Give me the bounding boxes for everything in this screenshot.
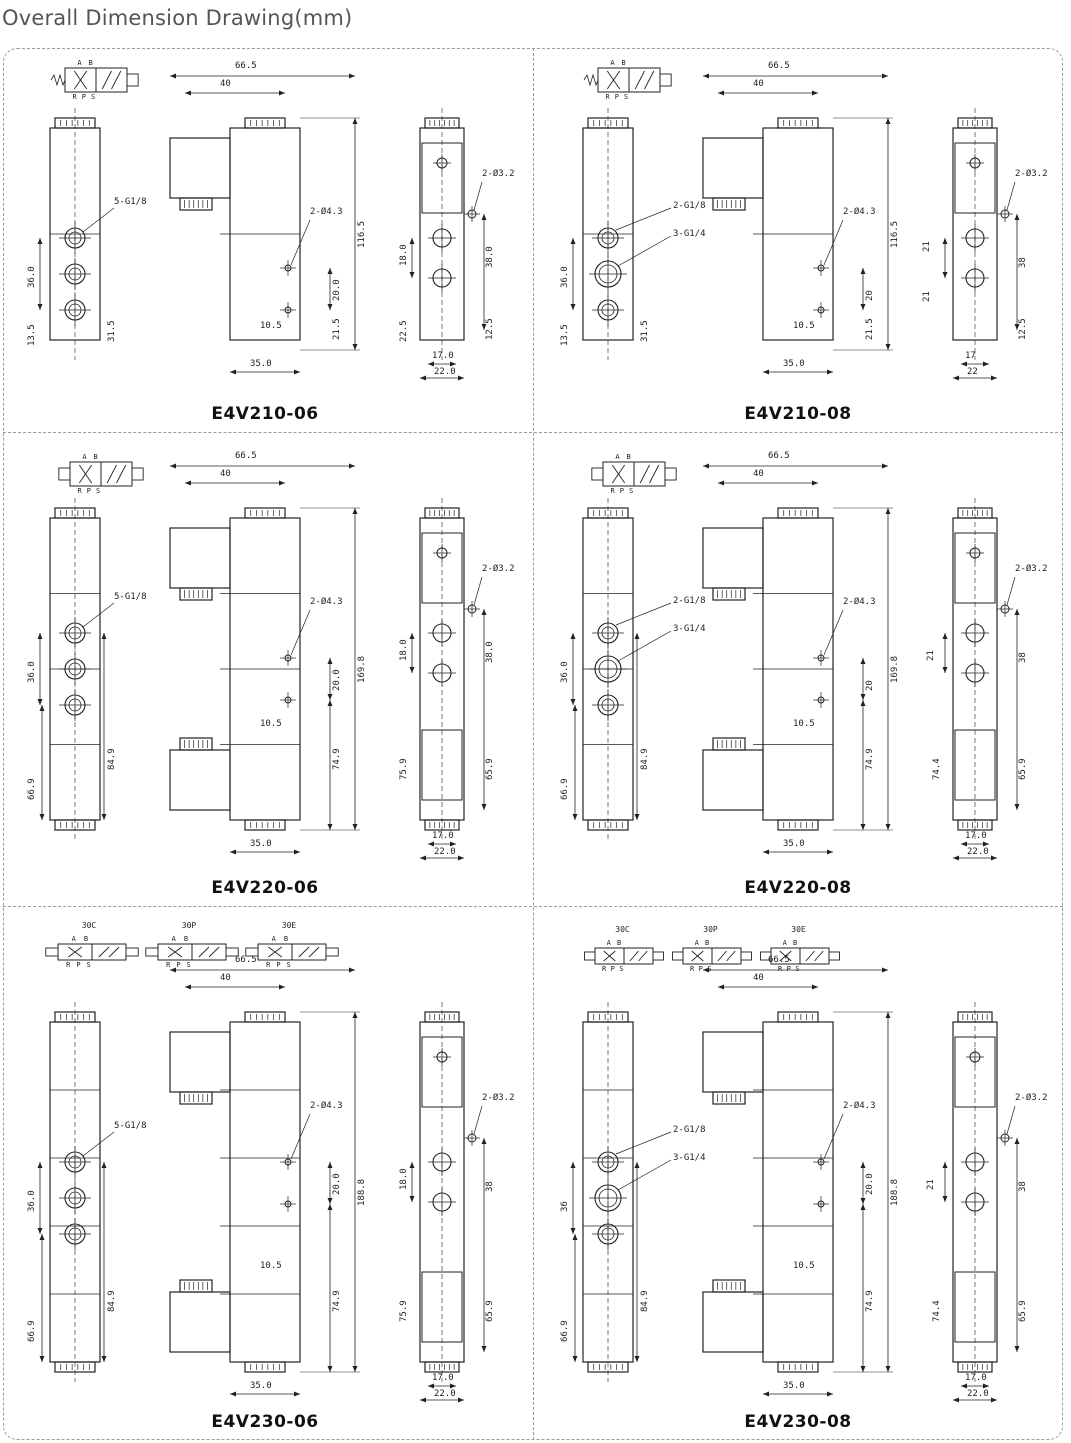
dim-overall-height: 169.8 (357, 655, 367, 683)
valve-symbol-port-s: S (624, 93, 629, 101)
dim-right-21b: 21 (922, 291, 932, 302)
model-label: E4V210-08 (744, 404, 852, 424)
dim-port-right: 31.5 (107, 320, 117, 342)
hole-callout-43: 2-Ø4.3 (310, 597, 343, 607)
dim-right-38: 38 (1018, 257, 1028, 268)
symbol-1-port-p: P (698, 965, 703, 973)
dim-right-125: 12.5 (1018, 318, 1028, 340)
dim-hole-bottom: 21.5 (865, 318, 875, 340)
valve-symbol-port-s: S (91, 93, 96, 101)
hole-callout-32: 2-Ø3.2 (1015, 564, 1048, 574)
dim-right-17: 17.0 (965, 831, 987, 841)
drawing-svg (533, 906, 1063, 1440)
valve-symbol-port-a: A (77, 59, 82, 67)
symbol-2-port-a: A (782, 939, 787, 947)
dim-overall-height: 169.8 (890, 655, 900, 683)
dim-bottom-105: 10.5 (260, 1261, 282, 1271)
symbol-1-port-b: B (183, 935, 189, 943)
dim-right-125: 12.5 (485, 318, 495, 340)
valve-symbol-port-s: S (96, 487, 101, 495)
dim-hole-pitch: 20.0 (332, 669, 342, 691)
dim-right-659: 65.9 (485, 1300, 495, 1322)
dim-right-18: 18.0 (399, 244, 409, 266)
dim-right-22: 22 (967, 367, 978, 377)
symbol-0-port-b: B (617, 939, 622, 947)
hole-callout-43: 2-Ø4.3 (310, 1101, 343, 1111)
dim-right-38: 38 (485, 1181, 495, 1192)
dim-port-right: 31.5 (640, 320, 650, 342)
hole-callout-32: 2-Ø3.2 (482, 564, 515, 574)
valve-symbol-port-b: B (93, 453, 98, 461)
dim-right-lower: 84.9 (640, 1290, 650, 1312)
port-callout-g18: 2-G1/8 (673, 201, 706, 211)
dim-bottom-105: 10.5 (260, 719, 282, 729)
port-callout-g14: 3-G1/4 (673, 1153, 706, 1163)
dim-right-21: 21 (926, 650, 936, 661)
dim-left-lower: 66.9 (27, 1320, 37, 1342)
valve-symbol-port-a: A (615, 453, 620, 461)
dim-width-40: 40 (753, 469, 764, 479)
valve-symbol-port-b: B (88, 59, 93, 67)
dim-bottom-35: 35.0 (250, 359, 272, 369)
valve-symbol-port-p: P (619, 487, 624, 495)
dim-port-pitch: 36.0 (27, 661, 37, 683)
valve-symbol-port-r: R (72, 93, 77, 101)
hole-callout-43: 2-Ø4.3 (843, 597, 876, 607)
drawing-panel (0, 48, 530, 432)
drawing-panel (0, 906, 530, 1440)
dim-bottom-105: 10.5 (793, 719, 815, 729)
dim-left-lower: 66.9 (560, 778, 570, 800)
dim-right-17: 17.0 (432, 831, 454, 841)
symbol-2-port-b: B (793, 939, 798, 947)
dim-hole-pitch: 20.0 (332, 1173, 342, 1195)
dim-width-40: 40 (220, 469, 231, 479)
dim-right-22: 22.0 (434, 847, 456, 857)
symbol-2-port-s: S (286, 961, 291, 969)
dim-right-lower: 84.9 (107, 748, 117, 770)
hole-callout-32: 2-Ø3.2 (1015, 169, 1048, 179)
valve-symbol-port-p: P (81, 93, 86, 101)
dim-right-lower: 75.9 (399, 1300, 409, 1322)
symbol-label-1: 30P (181, 921, 197, 930)
dim-width-40: 40 (220, 79, 231, 89)
port-callout-g18: 5-G1/8 (114, 197, 147, 207)
symbol-1-port-r: R (689, 965, 695, 973)
hole-callout-43: 2-Ø4.3 (843, 207, 876, 217)
hole-callout-32: 2-Ø3.2 (482, 169, 515, 179)
valve-symbol-port-r: R (610, 487, 615, 495)
symbol-1-port-s: S (707, 965, 712, 973)
dim-right-21: 21 (926, 1179, 936, 1190)
drawing-panel (533, 48, 1063, 432)
dim-overall-height: 188.8 (357, 1178, 367, 1206)
dim-right-lower: 84.9 (107, 1290, 117, 1312)
dim-right-17: 17.0 (965, 1373, 987, 1383)
symbol-2-port-p: P (276, 961, 281, 969)
dim-overall-height: 188.8 (890, 1178, 900, 1206)
dim-overall-height: 116.5 (357, 220, 367, 248)
model-label: E4V230-08 (744, 1412, 852, 1432)
dim-width-665: 66.5 (768, 61, 790, 71)
symbol-1-port-s: S (186, 961, 191, 969)
dim-port-pitch: 36.0 (27, 1190, 37, 1212)
hole-callout-32: 2-Ø3.2 (1015, 1093, 1048, 1103)
dim-hole-lower: 74.9 (332, 1290, 342, 1312)
dim-hole-pitch: 20.0 (332, 279, 342, 301)
symbol-1-port-a: A (171, 935, 176, 943)
hole-callout-43: 2-Ø4.3 (310, 207, 343, 217)
symbol-0-port-a: A (606, 939, 611, 947)
dim-right-17: 17.0 (432, 1373, 454, 1383)
symbol-1-port-r: R (166, 961, 171, 969)
dim-bottom-35: 35.0 (783, 359, 805, 369)
port-callout-g18: 2-G1/8 (673, 596, 706, 606)
hole-callout-43: 2-Ø4.3 (843, 1101, 876, 1111)
symbol-0-port-r: R (66, 961, 71, 969)
symbol-label-2: 30E (281, 921, 297, 930)
valve-symbol-port-b: B (626, 453, 631, 461)
dim-right-lower: 74.4 (932, 758, 942, 780)
dim-bottom-35: 35.0 (250, 839, 272, 849)
dim-right-225: 22.5 (399, 320, 409, 342)
dim-bottom-105: 10.5 (793, 1261, 815, 1271)
port-callout-g14: 3-G1/4 (673, 624, 706, 634)
valve-symbol-port-r: R (605, 93, 610, 101)
dim-right-22: 22.0 (434, 367, 456, 377)
symbol-2-port-r: R (777, 965, 783, 973)
symbol-2-port-s: S (795, 965, 800, 973)
dim-right-38: 38.0 (485, 246, 495, 268)
dim-hole-lower: 74.9 (332, 748, 342, 770)
symbol-0-port-a: A (71, 935, 76, 943)
dim-hole-lower: 74.9 (865, 748, 875, 770)
dim-hole-pitch: 20 (865, 290, 875, 301)
symbol-0-port-s: S (86, 961, 91, 969)
dim-width-40: 40 (220, 973, 231, 983)
dim-left-lower: 66.9 (560, 1320, 570, 1342)
dim-port-bottom: 13.5 (560, 324, 570, 346)
dim-right-659: 65.9 (1018, 1300, 1028, 1322)
dim-hole-pitch: 20 (865, 680, 875, 691)
dim-width-40: 40 (753, 79, 764, 89)
symbol-2-port-p: P (786, 965, 791, 973)
drawing-panel (533, 906, 1063, 1440)
hole-callout-32: 2-Ø3.2 (482, 1093, 515, 1103)
dim-bottom-35: 35.0 (250, 1381, 272, 1391)
dim-port-pitch: 36.0 (560, 661, 570, 683)
valve-symbol-port-b: B (621, 59, 626, 67)
symbol-label-2: 30E (791, 925, 806, 934)
dim-width-40: 40 (753, 973, 764, 983)
symbol-1-port-b: B (705, 939, 710, 947)
symbol-1-port-a: A (694, 939, 699, 947)
dim-width-665: 66.5 (768, 451, 790, 461)
symbol-2-port-a: A (271, 935, 276, 943)
dim-right-17: 17 (965, 351, 976, 361)
symbol-0-port-p: P (76, 961, 81, 969)
dim-bottom-105: 10.5 (260, 321, 282, 331)
port-callout-g14: 3-G1/4 (673, 229, 706, 239)
dim-width-665: 66.5 (235, 451, 257, 461)
page-title: Overall Dimension Drawing(mm) (2, 6, 353, 30)
model-label: E4V220-08 (744, 878, 852, 898)
dim-right-lower: 84.9 (640, 748, 650, 770)
model-label: E4V230-06 (211, 1412, 319, 1432)
dim-hole-bottom: 21.5 (332, 318, 342, 340)
drawing-svg (533, 48, 1063, 432)
symbol-0-port-s: S (619, 965, 624, 973)
port-callout-g18: 2-G1/8 (673, 1125, 706, 1135)
drawing-panel (533, 432, 1063, 906)
dim-right-lower: 75.9 (399, 758, 409, 780)
valve-symbol-port-a: A (610, 59, 615, 67)
dim-right-38: 38 (1018, 652, 1028, 663)
drawing-panel (0, 432, 530, 906)
symbol-1-port-p: P (176, 961, 181, 969)
dim-right-22: 22.0 (967, 847, 989, 857)
valve-symbol-port-r: R (77, 487, 82, 495)
dim-right-659: 65.9 (485, 758, 495, 780)
dim-port-pitch: 36.0 (560, 266, 570, 288)
dim-port-bottom: 13.5 (27, 324, 37, 346)
symbol-0-port-p: P (610, 965, 615, 973)
dim-hole-lower: 74.9 (865, 1290, 875, 1312)
dim-right-18: 18.0 (399, 639, 409, 661)
valve-symbol-port-a: A (82, 453, 87, 461)
symbol-0-port-b: B (83, 935, 89, 943)
symbol-2-port-r: R (266, 961, 271, 969)
dim-hole-pitch: 20.0 (865, 1173, 875, 1195)
dim-right-21a: 21 (922, 241, 932, 252)
port-callout-g18: 5-G1/8 (114, 592, 147, 602)
dim-width-665: 66.5 (768, 955, 790, 965)
dim-width-665: 66.5 (235, 61, 257, 71)
dim-left-lower: 66.9 (27, 778, 37, 800)
dim-bottom-35: 35.0 (783, 839, 805, 849)
drawing-svg (0, 906, 530, 1440)
valve-symbol-port-p: P (614, 93, 619, 101)
dim-right-22: 22.0 (434, 1389, 456, 1399)
dim-bottom-105: 10.5 (793, 321, 815, 331)
dim-bottom-35: 35.0 (783, 1381, 805, 1391)
model-label: E4V210-06 (211, 404, 319, 424)
valve-symbol-port-s: S (629, 487, 634, 495)
dim-right-18: 18.0 (399, 1168, 409, 1190)
port-callout-g18: 5-G1/8 (114, 1121, 147, 1131)
dim-port-pitch: 36 (560, 1201, 570, 1212)
symbol-label-0: 30C (615, 925, 630, 934)
dim-right-38: 38.0 (485, 641, 495, 663)
dim-width-665: 66.5 (235, 955, 257, 965)
dim-right-38: 38 (1018, 1181, 1028, 1192)
symbol-label-0: 30C (81, 921, 97, 930)
dim-port-pitch: 36.0 (27, 266, 37, 288)
dim-right-lower: 74.4 (932, 1300, 942, 1322)
dim-overall-height: 116.5 (890, 220, 900, 248)
symbol-2-port-b: B (283, 935, 289, 943)
model-label: E4V220-06 (211, 878, 319, 898)
dim-right-22: 22.0 (967, 1389, 989, 1399)
symbol-0-port-r: R (601, 965, 607, 973)
symbol-label-1: 30P (703, 925, 718, 934)
valve-symbol-port-p: P (86, 487, 91, 495)
dim-right-17: 17.0 (432, 351, 454, 361)
dim-right-659: 65.9 (1018, 758, 1028, 780)
